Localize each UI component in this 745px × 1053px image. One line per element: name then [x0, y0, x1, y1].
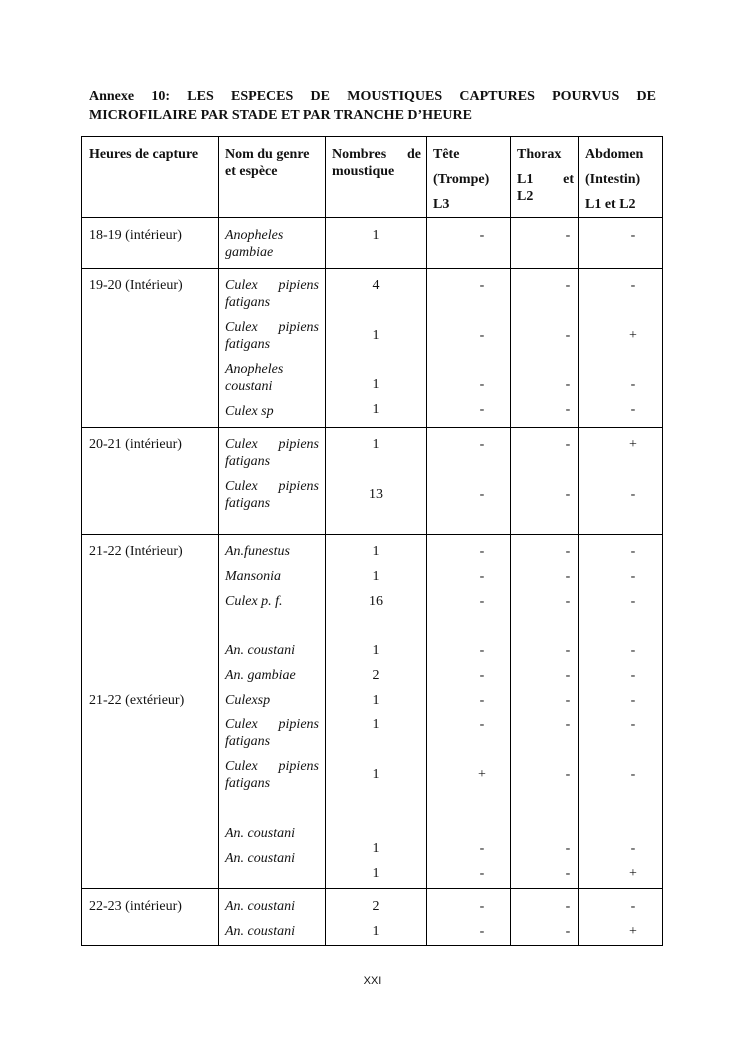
- species-line: fatigans: [225, 776, 271, 791]
- header-heures: Heures de capture: [89, 147, 199, 162]
- thorax-result: -: [565, 278, 571, 293]
- mosquito-count: 1: [372, 866, 380, 881]
- abdomen-result: +: [629, 437, 637, 452]
- species-name: [225, 478, 319, 512]
- head-result: -: [479, 402, 485, 417]
- thorax-result: -: [565, 717, 571, 732]
- head-result: -: [479, 594, 485, 609]
- page-number: XXI: [363, 975, 382, 987]
- thorax-result: -: [565, 767, 571, 782]
- species-line: Anopheles: [225, 228, 284, 243]
- head-result: -: [479, 228, 485, 243]
- species-line: coustani: [225, 379, 273, 394]
- species-line: Anopheles: [225, 362, 284, 377]
- head-result: -: [479, 544, 485, 559]
- species-name: [225, 923, 319, 940]
- species-name: [225, 543, 319, 560]
- species-name: [225, 850, 319, 867]
- header-thorax-line2: L1 et: [517, 172, 574, 187]
- abdomen-result: +: [629, 328, 637, 343]
- abdomen-result: -: [630, 594, 636, 609]
- mosquito-count: 1: [372, 693, 380, 708]
- species-line: Culex sp: [225, 404, 274, 419]
- head-result: -: [479, 924, 485, 939]
- species-line: fatigans: [225, 734, 271, 749]
- species-line: An. coustani: [225, 924, 295, 939]
- abdomen-result: -: [630, 377, 636, 392]
- thorax-result: -: [565, 544, 571, 559]
- species-line: Culex pipiens: [225, 717, 319, 732]
- abdomen-result: -: [630, 544, 636, 559]
- abdomen-result: -: [630, 693, 636, 708]
- head-result: -: [479, 899, 485, 914]
- species-line: An. gambiae: [225, 668, 296, 683]
- abdomen-result: -: [630, 643, 636, 658]
- capture-hour: 22-23 (intérieur): [89, 899, 182, 914]
- header-tete-line3: L3: [433, 197, 450, 212]
- mosquito-count: 1: [372, 402, 380, 417]
- col-divider: [325, 137, 326, 945]
- mosquito-count: 1: [372, 544, 380, 559]
- thorax-result: -: [565, 228, 571, 243]
- mosquito-count: 1: [372, 924, 380, 939]
- abdomen-result: +: [629, 866, 637, 881]
- mosquito-count: 13: [369, 487, 383, 502]
- species-line: fatigans: [225, 295, 271, 310]
- header-abdomen-line3: L1 et L2: [585, 197, 636, 212]
- species-line: Culex pipiens: [225, 759, 319, 774]
- capture-hour: 20-21 (intérieur): [89, 437, 182, 452]
- capture-hour: 21-22 (Intérieur): [89, 544, 183, 559]
- thorax-result: -: [565, 668, 571, 683]
- abdomen-result: -: [630, 402, 636, 417]
- mosquito-count: 1: [372, 643, 380, 658]
- abdomen-result: -: [630, 899, 636, 914]
- mosquito-count: 1: [372, 569, 380, 584]
- mosquito-count: 4: [372, 278, 380, 293]
- species-line: fatigans: [225, 337, 271, 352]
- species-name: [225, 825, 319, 842]
- thorax-result: -: [565, 402, 571, 417]
- species-name: [225, 436, 319, 470]
- species-line: An. coustani: [225, 643, 295, 658]
- species-line: An. coustani: [225, 851, 295, 866]
- mosquito-count: 1: [372, 228, 380, 243]
- thorax-result: -: [565, 487, 571, 502]
- row-divider: [82, 268, 662, 269]
- header-nombres-line2: moustique: [332, 164, 395, 179]
- species-name: [225, 692, 319, 709]
- species-line: An.funestus: [225, 544, 290, 559]
- species-name: [225, 361, 319, 395]
- species-line: Culexsp: [225, 693, 271, 708]
- abdomen-result: -: [630, 841, 636, 856]
- head-result: -: [479, 717, 485, 732]
- header-thorax-line1: Thorax: [517, 147, 562, 162]
- abdomen-result: -: [630, 668, 636, 683]
- thorax-result: -: [565, 841, 571, 856]
- capture-hour: 21-22 (extérieur): [89, 693, 185, 708]
- mosquito-count: 1: [372, 717, 380, 732]
- species-line: gambiae: [225, 245, 274, 260]
- mosquito-count: 2: [372, 668, 380, 683]
- thorax-result: -: [565, 328, 571, 343]
- species-line: Culex pipiens: [225, 437, 319, 452]
- header-abdomen-line2: (Intestin): [585, 172, 641, 187]
- head-result: -: [479, 841, 485, 856]
- abdomen-result: +: [629, 924, 637, 939]
- head-result: -: [479, 328, 485, 343]
- abdomen-result: -: [630, 278, 636, 293]
- capture-hour: 19-20 (Intérieur): [89, 278, 183, 293]
- header-nombres-line1: Nombres de: [332, 147, 421, 162]
- species-line: Culex pipiens: [225, 479, 319, 494]
- thorax-result: -: [565, 693, 571, 708]
- species-name: [225, 227, 319, 261]
- species-line: Culex p. f.: [225, 594, 283, 609]
- head-result: -: [479, 643, 485, 658]
- row-divider: [82, 888, 662, 889]
- capture-hour: 18-19 (intérieur): [89, 228, 182, 243]
- col-divider: [578, 137, 579, 945]
- header-tete-line2: (Trompe): [433, 172, 490, 187]
- capture-table: [81, 136, 663, 946]
- species-line: fatigans: [225, 496, 271, 511]
- mosquito-count: 16: [369, 594, 383, 609]
- species-line: An. coustani: [225, 899, 295, 914]
- row-divider: [82, 427, 662, 428]
- mosquito-count: 1: [372, 377, 380, 392]
- species-name: [225, 716, 319, 750]
- abdomen-result: -: [630, 767, 636, 782]
- row-divider: [82, 217, 662, 218]
- head-result: +: [478, 767, 486, 782]
- col-divider: [510, 137, 511, 945]
- thorax-result: -: [565, 437, 571, 452]
- head-result: -: [479, 569, 485, 584]
- thorax-result: -: [565, 377, 571, 392]
- species-name: [225, 568, 319, 585]
- species-name: [225, 319, 319, 353]
- species-name: [225, 758, 319, 792]
- abdomen-result: -: [630, 569, 636, 584]
- thorax-result: -: [565, 899, 571, 914]
- species-line: Mansonia: [225, 569, 281, 584]
- head-result: -: [479, 693, 485, 708]
- head-result: -: [479, 487, 485, 502]
- thorax-result: -: [565, 866, 571, 881]
- mosquito-count: 1: [372, 328, 380, 343]
- species-line: Culex pipiens: [225, 278, 319, 293]
- head-result: -: [479, 377, 485, 392]
- col-divider: [218, 137, 219, 945]
- species-name: [225, 667, 319, 684]
- mosquito-count: 1: [372, 841, 380, 856]
- col-divider: [426, 137, 427, 945]
- abdomen-result: -: [630, 717, 636, 732]
- mosquito-count: 1: [372, 767, 380, 782]
- species-line: fatigans: [225, 454, 271, 469]
- thorax-result: -: [565, 594, 571, 609]
- species-name: [225, 898, 319, 915]
- species-name: [225, 642, 319, 659]
- species-name: [225, 593, 319, 610]
- abdomen-result: -: [630, 228, 636, 243]
- row-divider: [82, 534, 662, 535]
- species-name: [225, 277, 319, 311]
- header-abdomen-line1: Abdomen: [585, 147, 644, 162]
- species-line: Culex pipiens: [225, 320, 319, 335]
- abdomen-result: -: [630, 487, 636, 502]
- header-thorax-line3: L2: [517, 189, 534, 204]
- thorax-result: -: [565, 924, 571, 939]
- annex-title: Annexe 10: LES ESPECES DE MOUSTIQUES CAPTURES POURVUS DE MICROFILAIRE PAR STADE ET PAR TRANCHE D’HEURE: [89, 89, 656, 123]
- species-line: An. coustani: [225, 826, 295, 841]
- head-result: -: [479, 278, 485, 293]
- species-name: [225, 403, 319, 420]
- head-result: -: [479, 437, 485, 452]
- mosquito-count: 1: [372, 437, 380, 452]
- thorax-result: -: [565, 643, 571, 658]
- mosquito-count: 2: [372, 899, 380, 914]
- header-tete-line1: Tête: [433, 147, 460, 162]
- head-result: -: [479, 668, 485, 683]
- head-result: -: [479, 866, 485, 881]
- thorax-result: -: [565, 569, 571, 584]
- header-nom: Nom du genre et espèce: [225, 147, 310, 179]
